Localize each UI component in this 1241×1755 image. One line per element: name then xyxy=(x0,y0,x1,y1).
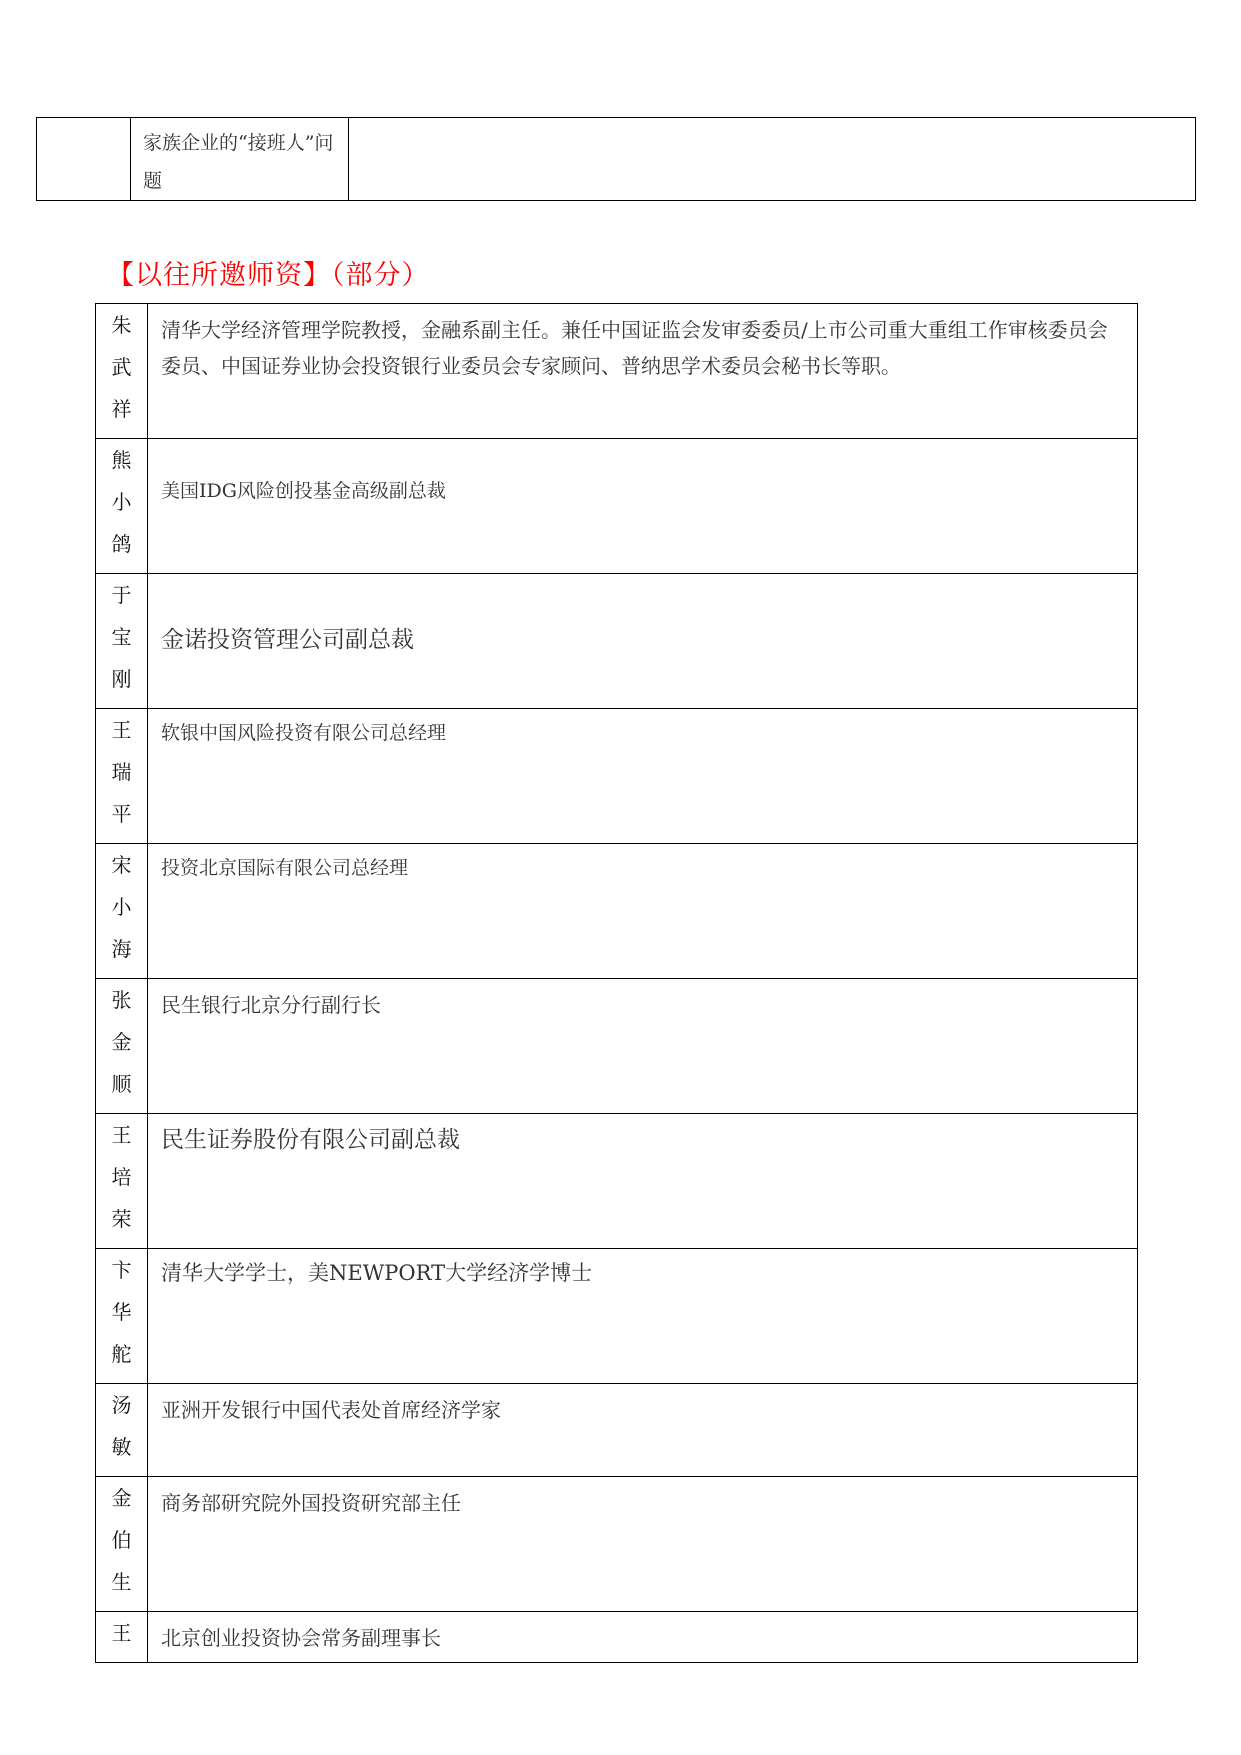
faculty-row xyxy=(96,709,1138,844)
faculty-row xyxy=(96,1477,1138,1612)
faculty-name: 汤 敏 xyxy=(96,1384,148,1477)
faculty-row xyxy=(96,439,1138,574)
faculty-description: 美国IDG风险创投基金高级副总裁 xyxy=(148,439,1138,574)
faculty-description: 亚洲开发银行中国代表处首席经济学家 xyxy=(148,1384,1138,1477)
faculty-name: 王 xyxy=(96,1612,148,1663)
faculty-name: 王 培 荣 xyxy=(96,1114,148,1249)
faculty-description: 清华大学学士，美NEWPORT大学经济学博士 xyxy=(148,1249,1138,1384)
faculty-description: 民生银行北京分行副行长 xyxy=(148,979,1138,1114)
faculty-name: 于 宝 刚 xyxy=(96,574,148,709)
empty-cell xyxy=(349,118,1196,201)
faculty-name: 宋 小 海 xyxy=(96,844,148,979)
faculty-row xyxy=(96,574,1138,709)
course-topic: 家族企业的“接班人”问题 xyxy=(131,118,349,201)
faculty-row xyxy=(96,1114,1138,1249)
faculty-row xyxy=(96,1612,1138,1663)
faculty-description: 民生证券股份有限公司副总裁 xyxy=(148,1114,1138,1249)
faculty-description: 商务部研究院外国投资研究部主任 xyxy=(148,1477,1138,1612)
faculty-description: 金诺投资管理公司副总裁 xyxy=(148,574,1138,709)
faculty-name: 王 瑞 平 xyxy=(96,709,148,844)
empty-cell xyxy=(37,118,131,201)
faculty-name: 卞 华 舵 xyxy=(96,1249,148,1384)
faculty-row xyxy=(96,979,1138,1114)
faculty-description: 清华大学经济管理学院教授，金融系副主任。兼任中国证监会发审委委员/上市公司重大重组工作审核委员会委员、中国证券业协会投资银行业委员会专家顾问、普纳思学术委员会秘书长等职。 xyxy=(148,304,1138,439)
faculty-description: 北京创业投资协会常务副理事长 xyxy=(148,1612,1138,1663)
faculty-row xyxy=(96,304,1138,439)
section-title: 【以往所邀师资】（部分） xyxy=(107,260,430,291)
faculty-name: 熊 小 鸽 xyxy=(96,439,148,574)
faculty-row xyxy=(96,1384,1138,1477)
faculty-row xyxy=(96,844,1138,979)
faculty-name: 金 伯 生 xyxy=(96,1477,148,1612)
faculty-description: 投资北京国际有限公司总经理 xyxy=(148,844,1138,979)
previous-course-table xyxy=(36,117,1196,201)
faculty-name: 朱 武 祥 xyxy=(96,304,148,439)
faculty-table xyxy=(95,303,1138,1663)
faculty-row xyxy=(96,1249,1138,1384)
faculty-description: 软银中国风险投资有限公司总经理 xyxy=(148,709,1138,844)
faculty-name: 张 金 顺 xyxy=(96,979,148,1114)
